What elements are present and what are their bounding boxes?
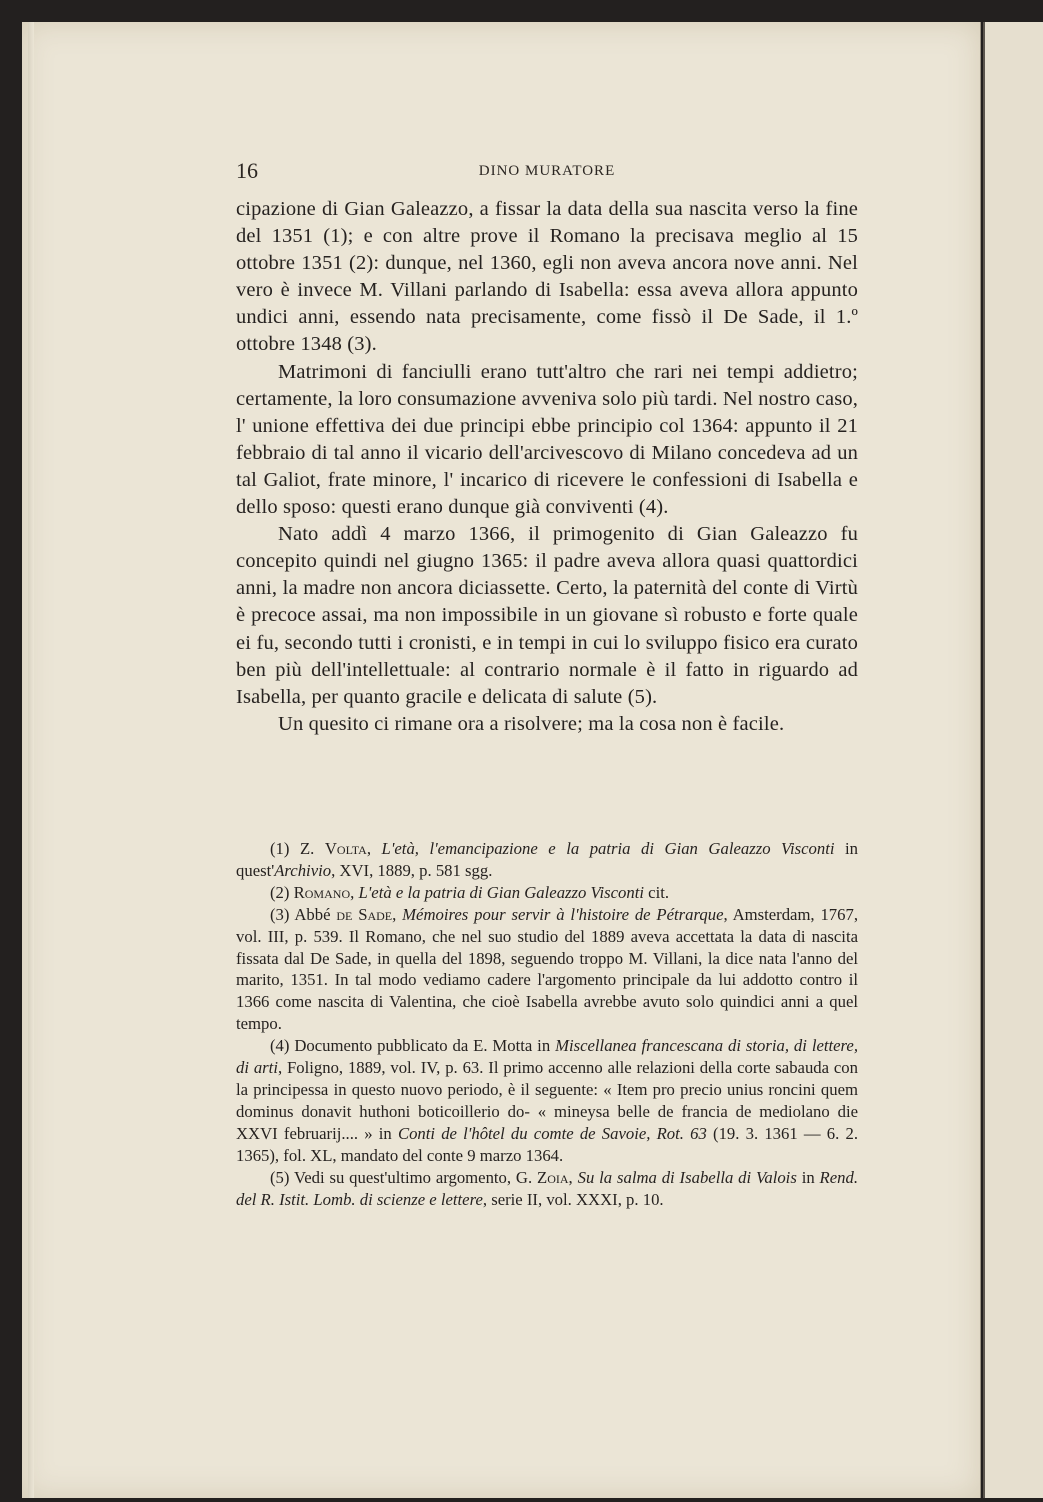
page-header [236,158,858,186]
main-text [236,196,858,738]
page-gutter [28,22,34,1498]
running-title: DINO MURATORE [478,163,616,179]
footnote-3: (3) Abbé de Sade, Mémoires pour servir à l'histoire de Pétrarque, Amsterdam, 1767, vol. III, p. 539. Il Romano, che nel suo studio del 1889 aveva accettata la data di nascita fissata dal De Sade, in quella del 1898, seguendo troppo M. Villani, la dice nata l'anno del marito, 1351. In tal modo vediamo cadere l'argomento principale da lui addotto contro il 1366 come nascita di Valentina, che cioè Isabella avrebbe avuto solo quindici anni a quel tempo. [236,904,858,1034]
paragraph-1: cipazione di Gian Galeazzo, a fissar la data della sua nascita verso la fine del 1351 (1); e con altre prove il Romano la precisava meglio al 15 ottobre 1351 (2): dunque, nel 1360, egli non aveva ancora nove anni. Nel vero è invece M. Villani parlando di Isabella: essa aveva allora appunto undici anni, essendo nata precisamente, come fissò il De Sade, il 1.º ottobre 1348 (3). [236,198,858,356]
paragraph-4: Un quesito ci rimane ora a risolvere; ma la cosa non è facile. [278,712,785,735]
paragraph-2: Matrimoni di fanciulli erano tutt'altro che rari nei tempi addietro; certamente, la loro consumazione avveniva solo più tardi. Nel nostro caso, l' unione effettiva dei due principi ebbe principio col 1364: appunto il 21 febbraio di tal anno il vicario dell'arcivescovo di Milano concedeva ad un tal Galiot, frate minore, l' incarico di ricevere le confessioni di Isabella e dello sposo: questi erano dunque già conviventi (4). [236,360,858,519]
page-number: 16 [236,158,258,183]
footnote-5: (5) Vedi su quest'ultimo argomento, G. Zoia, Su la salma di Isabella di Valois in Rend. del R. Istit. Lomb. di scienze e lettere, serie II, vol. XXXI, p. 10. [236,1167,858,1209]
footnote-4: (4) Documento pubblicato da E. Motta in Miscellanea francescana di storia, di lettere, di arti, Foligno, 1889, vol. IV, p. 63. Il primo accenno alle relazioni della corte sabauda con la principessa in questo nuovo periodo, è il seguente: « Item pro precio unius roncini quem dominus donavit huthoni boticoillerio do- « mineysa belle de francia de mediolano die XXVI februarij.... » in Conti de l'hôtel du comte de Savoie, Rot. 63 (19. 3. 1361 — 6. 2. 1365), fol. XL, mandato del conte 9 marzo 1364. [236,1036,859,1165]
adjacent-page-edge [983,22,1043,1498]
footnotes [236,838,858,1210]
footnote-1: (1) Z. Volta, L'età, l'emancipazione e la patria di Gian Galeazzo Visconti in quest'Archivio, XVI, 1889, p. 581 sgg. [236,839,859,880]
paragraph-3: Nato addì 4 marzo 1366, il primogenito di Gian Galeazzo fu concepito quindi nel giugno 1365: il padre aveva allora quasi quattordici anni, la madre non ancora diciassette. Certo, la paternità del conte di Virtù è precoce assai, ma non impossibile in un giovane sì robusto e forte quale ei fu, secondo tutti i cronisti, e in tempi in cui lo sviluppo fisico era curato ben più dell'intellettuale: al contrario normale è il fatto in riguardo ad Isabella, per quanto gracile e delicata di salute (5). [236,523,858,708]
footnote-2: (2) Romano, L'età e la patria di Gian Galeazzo Visconti cit. [270,882,670,902]
